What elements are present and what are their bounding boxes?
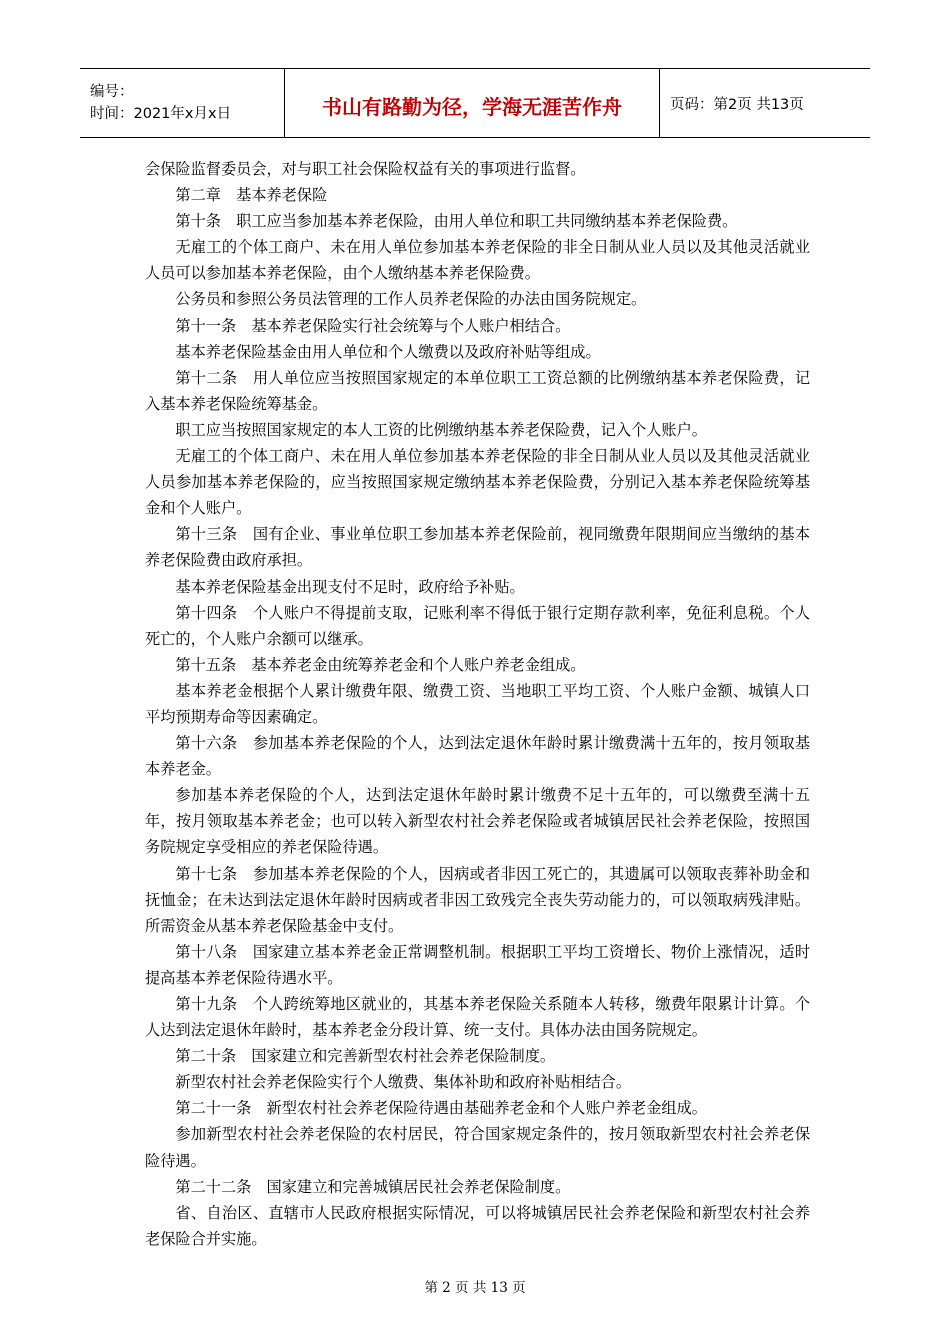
paragraph: 第十四条 个人账户不得提前支取，记账利率不得低于银行定期存款利率，免征利息税。个人死亡的，个人账户余额可以继承。 <box>145 603 810 648</box>
header-page-number: 页码：第2页 共13页 <box>670 96 804 113</box>
chapter-heading: 第二章 基本养老保险 <box>175 186 328 205</box>
paragraph: 第十六条 参加基本养老保险的个人，达到法定退休年龄时累计缴费满十五年的，按月领取基本养老金。 <box>145 734 810 779</box>
paragraph: 省、自治区、直辖市人民政府根据实际情况，可以将城镇居民社会养老保险和新型农村社会养老保险合并实施。 <box>145 1203 810 1248</box>
paragraph: 第十七条 参加基本养老保险的个人，因病或者非因工死亡的，其遗属可以领取丧葬补助金和抚恤金；在未达到法定退休年龄时因病或者非因工致残完全丧失劳动能力的，可以领取病残津贴。所需资金从基本养老保险基金中支付。 <box>145 864 810 935</box>
document-body <box>145 156 810 1252</box>
paragraph: 第十八条 国家建立基本养老金正常调整机制。根据职工平均工资增长、物价上涨情况，适时提高基本养老保险待遇水平。 <box>145 942 810 987</box>
paragraph: 第二十一条 新型农村社会养老保险待遇由基础养老金和个人账户养老金组成。 <box>175 1099 707 1118</box>
paragraph: 参加基本养老保险的个人，达到法定退休年龄时累计缴费不足十五年的，可以缴费至满十五年，按月领取基本养老金；也可以转入新型农村社会养老保险或者城镇居民社会养老保险，按照国务院规定享受相应的养老保险待遇。 <box>145 786 810 857</box>
paragraph: 新型农村社会养老保险实行个人缴费、集体补助和政府补贴相结合。 <box>175 1073 632 1092</box>
paragraph: 第十五条 基本养老金由统筹养老金和个人账户养老金组成。 <box>175 655 586 674</box>
paragraph: 职工应当按照国家规定的本人工资的比例缴纳基本养老保险费，记入个人账户。 <box>175 420 707 439</box>
paragraph: 无雇工的个体工商户、未在用人单位参加基本养老保险的非全日制从业人员以及其他灵活就业人员可以参加基本养老保险，由个人缴纳基本养老保险费。 <box>145 238 810 283</box>
page-header <box>80 68 870 138</box>
paragraph: 第十一条 基本养老保险实行社会统筹与个人账户相结合。 <box>175 316 571 335</box>
paragraph: 基本养老保险基金由用人单位和个人缴费以及政府补贴等组成。 <box>175 342 601 361</box>
header-meta <box>80 69 285 137</box>
header-motto: 书山有路勤为径，学海无涯苦作舟 <box>285 69 660 137</box>
paragraph: 基本养老保险基金出现支付不足时，政府给予补贴。 <box>175 577 525 596</box>
paragraph: 第十九条 个人跨统筹地区就业的，其基本养老保险关系随本人转移，缴费年限累计计算。个人达到法定退休年龄时，基本养老金分段计算、统一支付。具体办法由国务院规定。 <box>145 995 810 1040</box>
paragraph: 第十三条 国有企业、事业单位职工参加基本养老保险前，视同缴费年限期间应当缴纳的基本养老保险费由政府承担。 <box>145 525 810 570</box>
paragraph: 参加新型农村社会养老保险的农村居民，符合国家规定条件的，按月领取新型农村社会养老保险待遇。 <box>145 1125 810 1170</box>
paragraph: 公务员和参照公务员法管理的工作人员养老保险的办法由国务院规定。 <box>175 290 647 309</box>
page-footer: 第 2 页 共 13 页 <box>424 1280 526 1296</box>
document-number-label: 编号： <box>90 84 134 100</box>
paragraph: 无雇工的个体工商户、未在用人单位参加基本养老保险的非全日制从业人员以及其他灵活就业人员参加基本养老保险的，应当按照国家规定缴纳基本养老保险费，分别记入基本养老保险统筹基金和个人账户。 <box>145 447 810 518</box>
paragraph: 会保险监督委员会，对与职工社会保险权益有关的事项进行监督。 <box>145 160 586 178</box>
paragraph: 第二十条 国家建立和完善新型农村社会养老保险制度。 <box>175 1047 556 1066</box>
paragraph: 第十二条 用人单位应当按照国家规定的本单位职工工资总额的比例缴纳基本养老保险费，记入基本养老保险统筹基金。 <box>145 368 810 413</box>
paragraph: 基本养老金根据个人累计缴费年限、缴费工资、当地职工平均工资、个人账户金额、城镇人口平均预期寿命等因素确定。 <box>145 681 810 726</box>
paragraph: 第二十二条 国家建立和完善城镇居民社会养老保险制度。 <box>175 1177 571 1196</box>
paragraph: 第十条 职工应当参加基本养老保险，由用人单位和职工共同缴纳基本养老保险费。 <box>175 212 738 231</box>
document-date: 时间：2021年x月x日 <box>90 106 232 122</box>
